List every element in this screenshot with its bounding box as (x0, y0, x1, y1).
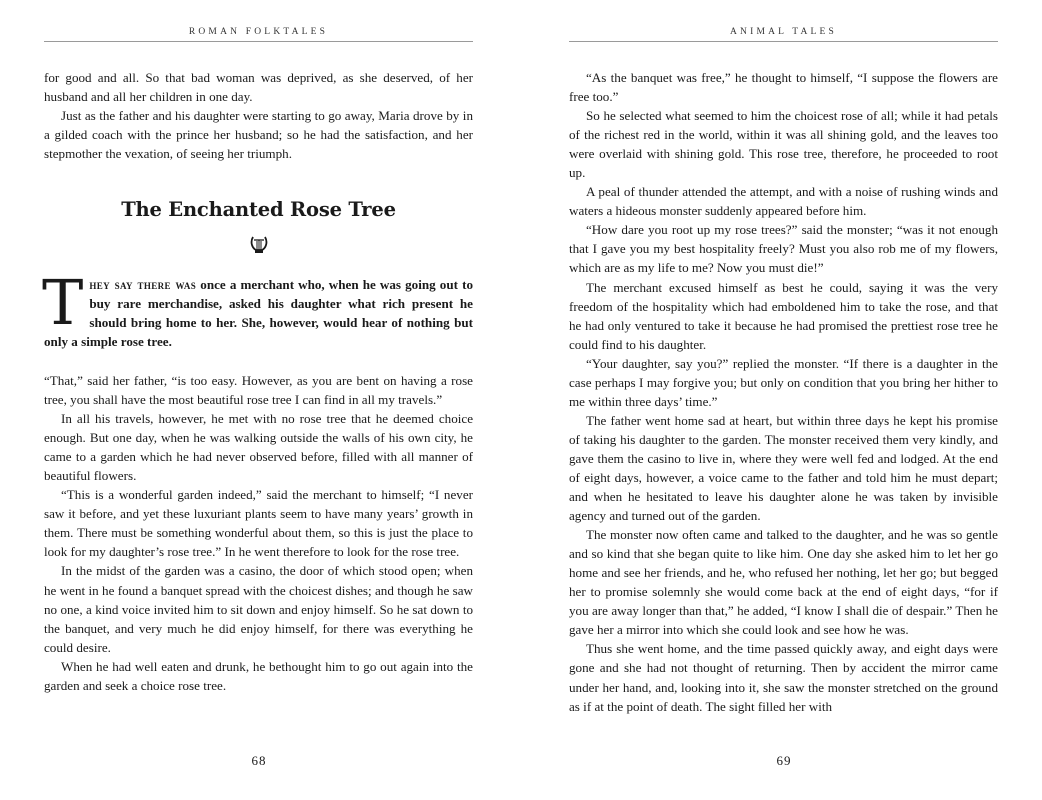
opening-text: once a merchant who, when he was going out to buy rare merchandise, asked his daughter what rich present he should bring home to her. She, however, would hear of nothing but only a simple rose tree. (44, 277, 473, 350)
page-number-right: 69 (776, 753, 792, 768)
paragraph: In the midst of the garden was a casino, the door of which stood open; when he went in he found a banquet spread with the choicest dishes; and though he saw no one, a kind voice invited him to sit down and enjoy himself. So he sat down to the banquet, and very much he did enjoy himself, for there was everything he could desire. (44, 563, 473, 655)
paragraph: The father went home sad at heart, but within three days he kept his promise of taking his daughter to the garden. The monster received them very kindly, and gave them the casino to live in, where they were well fed and lodged. At the end of eight days, however, a voice came to the father and told him he must depart; and when he hesitated to leave his daughter alone he was taken by invisible agency and turned out of the garden. (569, 412, 998, 524)
left-top-text (44, 68, 473, 163)
paragraph: “This is a wonderful garden indeed,” said the merchant to himself; “I never saw it before, and yet these luxuriant plants seem to have many years’ growth in them. There must be something wonderful about them, so this is just the place to look for my daughter’s rose tree.” In he went therefore to look for the rose tree. (44, 487, 473, 560)
paragraph: So he selected what seemed to him the choicest rose of all; while it had petals of the richest red in the world, within it was all shining gold, and the leaves too were overlaid with shining gold. This rose tree, therefore, he proceeded to root up. (569, 108, 998, 181)
paragraph: The monster now often came and talked to the daughter, and he was so gentle and so kind that she began quite to like him. One day she asked him to let her go home and see her friends, and he, who refused her nothing, let her go; but begged her to promise solemnly she would come back at the end of eight days, “for if you are away longer than that,” he added, “I know I shall die of despair.” Then he gave her a mirror into which she could look and see how he was. (569, 527, 998, 638)
right-page (521, 0, 1042, 800)
paragraph: When he had well eaten and drunk, he bethought him to go out again into the garden and seek a choice rose tree. (44, 658, 473, 693)
paragraph: In all his travels, however, he met with no rose tree that he deemed choice enough. But one day, when he was walking outside the walls of his own city, he came to a garden which he had never observed before, filled with all manner of beautiful flowers. (44, 411, 473, 484)
lyre-ornament-icon (248, 234, 270, 256)
drop-cap: T (42, 266, 84, 339)
header-rule-right (569, 41, 998, 42)
right-body-text (569, 68, 998, 716)
running-head-left: ROMAN FOLKTALES (188, 27, 329, 37)
header-rule-left (44, 41, 473, 42)
left-body-text (44, 371, 473, 695)
opening-paragraph (42, 266, 473, 351)
paragraph: “Your daughter, say you?” replied the monster. “If there is a daughter in the case perhaps I may forgive you; but only on condition that you bring her hither to me within three days’ time.” (569, 355, 998, 409)
paragraph: Just as the father and his daughter were starting to go away, Maria drove by in a gilded coach with the prince her husband; so he had the satisfaction, and her stepmother the vexation, of seeing her triumph. (44, 108, 473, 162)
paragraph: “How dare you root up my rose trees?” said the monster; “was it not enough that I gave you my best hospitality freely? Must you also rob me of my flowers, which are as my life to me? Now you must die!” (569, 222, 998, 276)
paragraph: “As the banquet was free,” he thought to himself, “I suppose the flowers are free too.” (569, 70, 998, 105)
story-title: The Enchanted Rose Tree (121, 198, 396, 221)
paragraph: Thus she went home, and the time passed quickly away, and eight days were gone and she had not thought of returning. Then by accident the mirror came under her hand, and, looking into it, she saw the monster stretched on the ground as if at the point of death. The sight filled her with (569, 641, 998, 714)
running-head-right: ANIMAL TALES (729, 27, 838, 37)
paragraph: “That,” said her father, “is too easy. However, as you are bent on having a rose tree, you shall have the most beautiful rose tree I can find in all my travels.” (44, 373, 473, 408)
opening-lead: hey say there was (89, 277, 197, 292)
paragraph: The merchant excused himself as best he could, saying it was the very freedom of the hospitality which had emboldened him to take the rose, and that he had only ventured to take it because he had promised the prettiest rose tree he could find to his daughter. (569, 279, 998, 352)
page-number-left: 68 (251, 753, 267, 768)
paragraph: A peal of thunder attended the attempt, and with a noise of rushing winds and waters a hideous monster suddenly appeared before him. (569, 184, 998, 219)
paragraph: for good and all. So that bad woman was deprived, as she deserved, of her husband and all her children in one day. (44, 70, 473, 105)
